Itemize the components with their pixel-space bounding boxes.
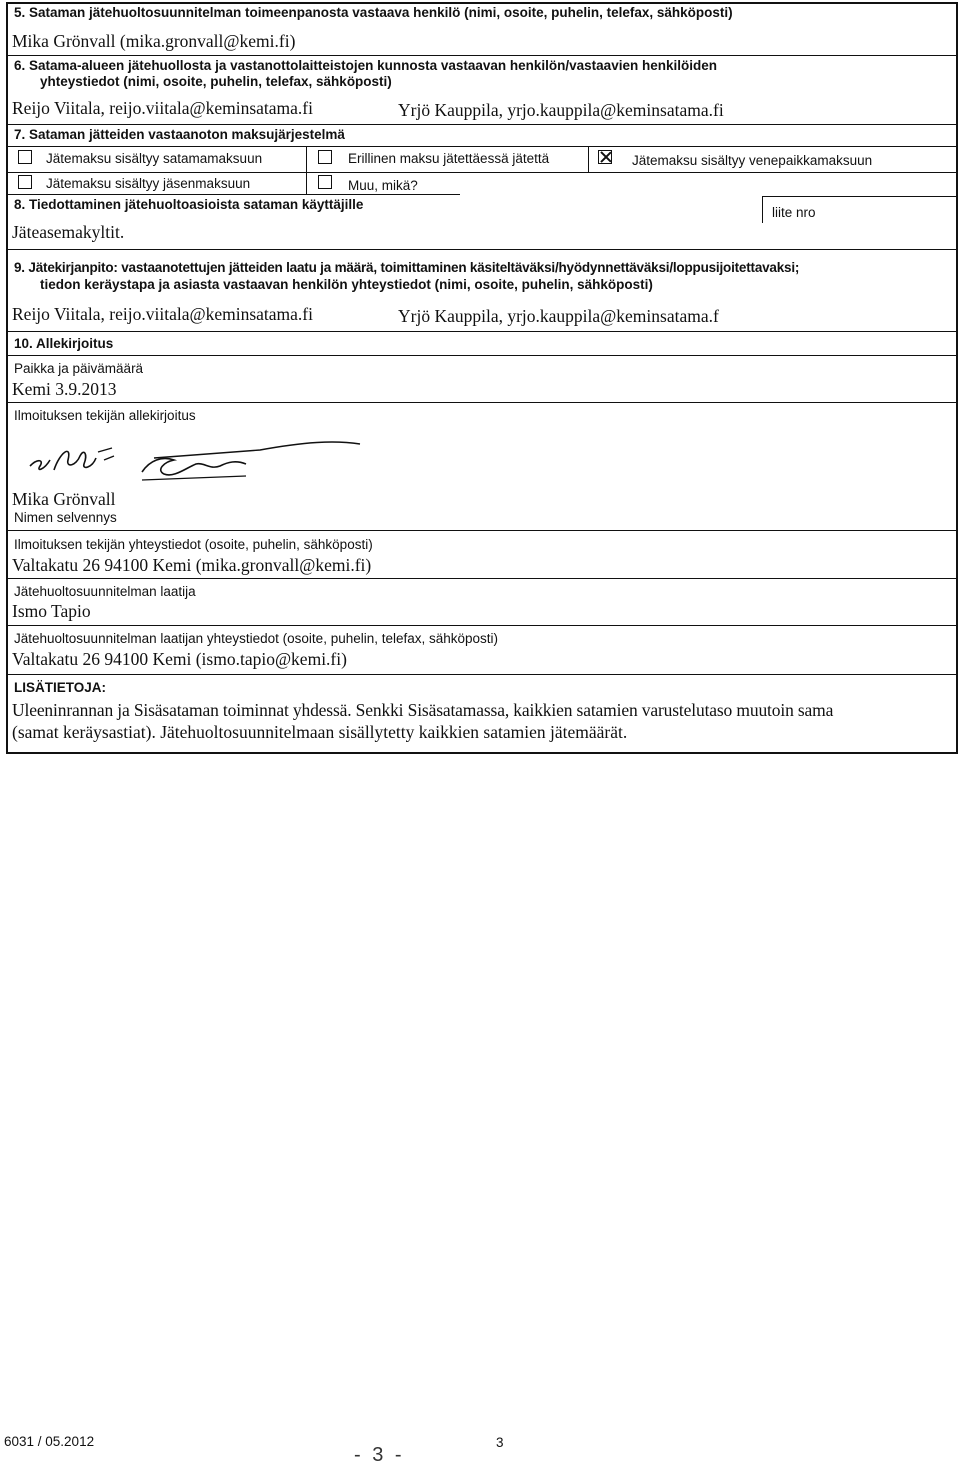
section6-contact-right: Yrjö Kauppila, yrjo.kauppila@keminsatama.fi bbox=[398, 100, 724, 120]
section10-heading: 10. Allekirjoitus bbox=[14, 336, 114, 351]
section6-heading-line2: yhteystiedot (nimi, osoite, puhelin, telefax, sähköposti) bbox=[40, 74, 392, 89]
divider bbox=[6, 674, 958, 675]
plan-author-contact-value: Valtakatu 26 94100 Kemi (ismo.tapio@kemi.fi) bbox=[12, 649, 347, 669]
divider bbox=[588, 146, 589, 172]
section9-heading-line2: tiedon keräystapa ja asiasta vastaavan henkilön yhteystiedot (nimi, osoite, puhelin, sähköposti) bbox=[40, 277, 653, 292]
option-venepaikkamaksu: Jätemaksu sisältyy venepaikkamaksuun bbox=[632, 153, 873, 168]
plan-author-value: Ismo Tapio bbox=[12, 601, 91, 621]
place-date-label: Paikka ja päivämäärä bbox=[14, 361, 144, 376]
additional-line1: Uleeninrannan ja Sisäsataman toiminnat yhdessä. Senkki Sisäsatamassa, kaikkien satamien varustelutaso muutoin sama bbox=[12, 700, 834, 720]
divider bbox=[6, 194, 460, 195]
divider bbox=[306, 146, 307, 194]
option-jasenmaksu: Jätemaksu sisältyy jäsenmaksuun bbox=[46, 176, 251, 191]
section6-heading-line1: 6. Satama-alueen jätehuollosta ja vastanottolaitteistojen kunnosta vastaavan henkilön/vastaavien henkilöiden bbox=[14, 58, 717, 73]
signer-name: Mika Grönvall bbox=[12, 489, 116, 509]
section9-heading-line1: 9. Jätekirjanpito: vastaanotettujen jätteiden laatu ja määrä, toimittaminen käsiteltäväksi/hyödynnettäväksi/loppusijoitettavaksi; bbox=[14, 260, 800, 275]
plan-author-label: Jätehuoltosuunnitelman laatija bbox=[14, 584, 196, 599]
contact-value: Valtakatu 26 94100 Kemi (mika.gronvall@kemi.fi) bbox=[12, 555, 372, 575]
divider bbox=[6, 172, 958, 173]
additional-heading: LISÄTIETOJA: bbox=[14, 680, 107, 695]
signature-image bbox=[14, 430, 374, 490]
page-number: 3 bbox=[496, 1435, 504, 1450]
section9-contact-right: Yrjö Kauppila, yrjo.kauppila@keminsatama.f bbox=[398, 306, 719, 326]
section6-contact-left: Reijo Viitala, reijo.viitala@keminsatama.fi bbox=[12, 98, 313, 118]
contact-label: Ilmoituksen tekijän yhteystiedot (osoite, puhelin, sähköposti) bbox=[14, 537, 373, 552]
section8-value: Jäteasemakyltit. bbox=[12, 222, 125, 242]
signature-label: Ilmoituksen tekijän allekirjoitus bbox=[14, 408, 196, 423]
section7-heading: 7. Sataman jätteiden vastaanoton maksujärjestelmä bbox=[14, 127, 345, 142]
checkbox-erillinen[interactable] bbox=[318, 150, 332, 164]
checkbox-muu[interactable] bbox=[318, 175, 332, 189]
section9-contact-left: Reijo Viitala, reijo.viitala@keminsatama.fi bbox=[12, 304, 313, 324]
form-code: 6031 / 05.2012 bbox=[4, 1434, 95, 1449]
divider bbox=[762, 196, 763, 223]
option-satamamaksu: Jätemaksu sisältyy satamamaksuun bbox=[46, 151, 263, 166]
section5-value: Mika Grönvall (mika.gronvall@kemi.fi) bbox=[12, 31, 296, 51]
divider bbox=[6, 55, 958, 56]
divider bbox=[6, 146, 958, 147]
checkbox-venepaikkamaksu[interactable] bbox=[598, 150, 612, 164]
place-date-value: Kemi 3.9.2013 bbox=[12, 379, 117, 399]
divider bbox=[6, 625, 958, 626]
option-erillinen: Erillinen maksu jätettäessä jätettä bbox=[348, 151, 550, 166]
name-clarification-label: Nimen selvennys bbox=[14, 510, 117, 525]
divider bbox=[6, 530, 958, 531]
option-muu: Muu, mikä? bbox=[348, 178, 418, 193]
divider bbox=[6, 578, 958, 579]
divider bbox=[762, 196, 958, 197]
divider bbox=[6, 124, 958, 125]
section8-heading: 8. Tiedottaminen jätehuoltoasioista sataman käyttäjille bbox=[14, 197, 364, 212]
section5-heading: 5. Sataman jätehuoltosuunnitelman toimeenpanosta vastaava henkilö (nimi, osoite, puhelin, telefax, sähköposti) bbox=[14, 5, 733, 20]
divider bbox=[6, 402, 958, 403]
attachment-label: liite nro bbox=[772, 205, 816, 220]
divider bbox=[6, 249, 958, 250]
divider bbox=[6, 355, 958, 356]
checkbox-jasenmaksu[interactable] bbox=[18, 175, 32, 189]
plan-author-contact-label: Jätehuoltosuunnitelman laatijan yhteystiedot (osoite, puhelin, telefax, sähköposti) bbox=[14, 631, 499, 646]
additional-line2: (samat keräysastiat). Jätehuoltosuunnitelmaan sisällytetty kaikkien satamien jätemäärät. bbox=[12, 722, 628, 742]
page-mark: - 3 - bbox=[354, 1444, 405, 1466]
divider bbox=[6, 331, 958, 332]
checkbox-satamamaksu[interactable] bbox=[18, 150, 32, 164]
